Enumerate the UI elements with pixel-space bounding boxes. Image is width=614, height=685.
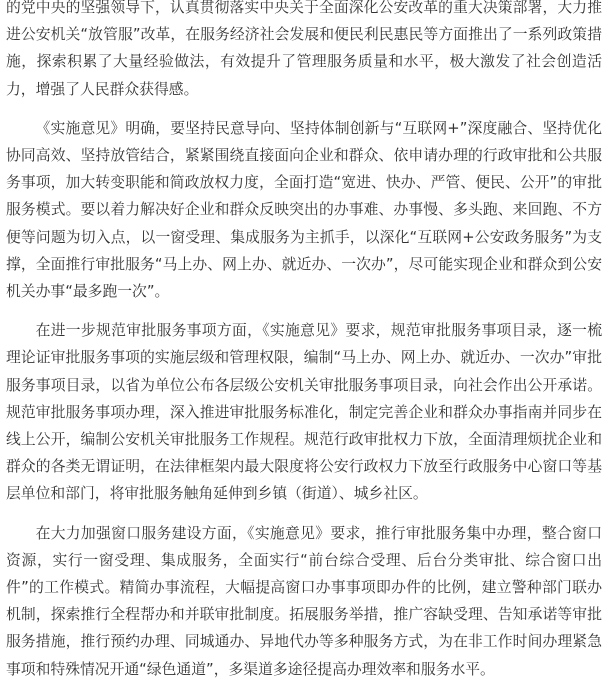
article-paragraph-4: 在大力加强窗口服务建设方面，《实施意见》要求，推行审批服务集中办理，整合窗口资源，实行一窗受理、集成服务，全面实行“前台综合受理、后台分类审批、综合窗口出件”的工作模式。精简办事流程，大幅提高窗口办事事项即办件的比例，建立警种部门联办机制，探索推行全程帮办和并联审批制度。拓展服务举措，推广容缺受理、告知承诺等审批服务措施，推行预约办理、同城通办、异地代办等多种服务方式，为在非工作时间办理紧急事项和特殊情况开通“绿色通道”，多渠道多途径提高办理效率和服务水平。 <box>6 524 602 678</box>
article-paragraph-1: 的党中央的坚强领导下，认真贯彻落实中央关于全面深化公安改革的重大决策部署，大力推进公安机关“放管服”改革，在服务经济社会发展和便民利民惠民等方面推出了一系列政策措施，探索积累了大量经验做法，有效提升了管理服务质量和水平，极大激发了社会创造活力，增强了人民群众获得感。 <box>6 0 602 98</box>
article-paragraph-3: 在进一步规范审批服务事项方面，《实施意见》要求，规范审批服务事项目录，逐一梳理论证审批服务事项的实施层级和管理权限，编制“马上办、网上办、就近办、一次办”审批服务事项目录，以省为单位公布各层级公安机关审批服务事项目录，向社会作出公开承诺。规范审批服务事项办理，深入推进审批服务标准化，制定完善企业和群众办事指南并同步在线上公开，编制公安机关审批服务工作规程。规范行政审批权力下放，全面清理烦扰企业和群众的各类无谓证明，在法律框架内最大限度将公安行政权力下放至行政服务中心窗口等基层单位和部门，将审批服务触角延伸到乡镇（街道）、城乡社区。 <box>6 322 602 503</box>
article-paragraph-2: 《实施意见》明确，要坚持民意导向、坚持体制创新与“互联网+”深度融合、坚持优化协同高效、坚持放管结合，紧紧围绕直接面向企业和群众、依申请办理的行政审批和公共服务事项，加大转变职能和简政放权力度，全面打造“宽进、快办、严管、便民、公开”的审批服务模式。要以着力解决好企业和群众反映突出的办事难、办事慢、多头跑、来回跑、不方便等问题为切入点，以一窗受理、集成服务为主抓手，以深化“互联网+公安政务服务”为支撑，全面推行审批服务“马上办、网上办、就近办、一次办”，尽可能实现企业和群众到公安机关办事“最多跑一次”。 <box>6 119 602 301</box>
article-body <box>6 0 602 683</box>
